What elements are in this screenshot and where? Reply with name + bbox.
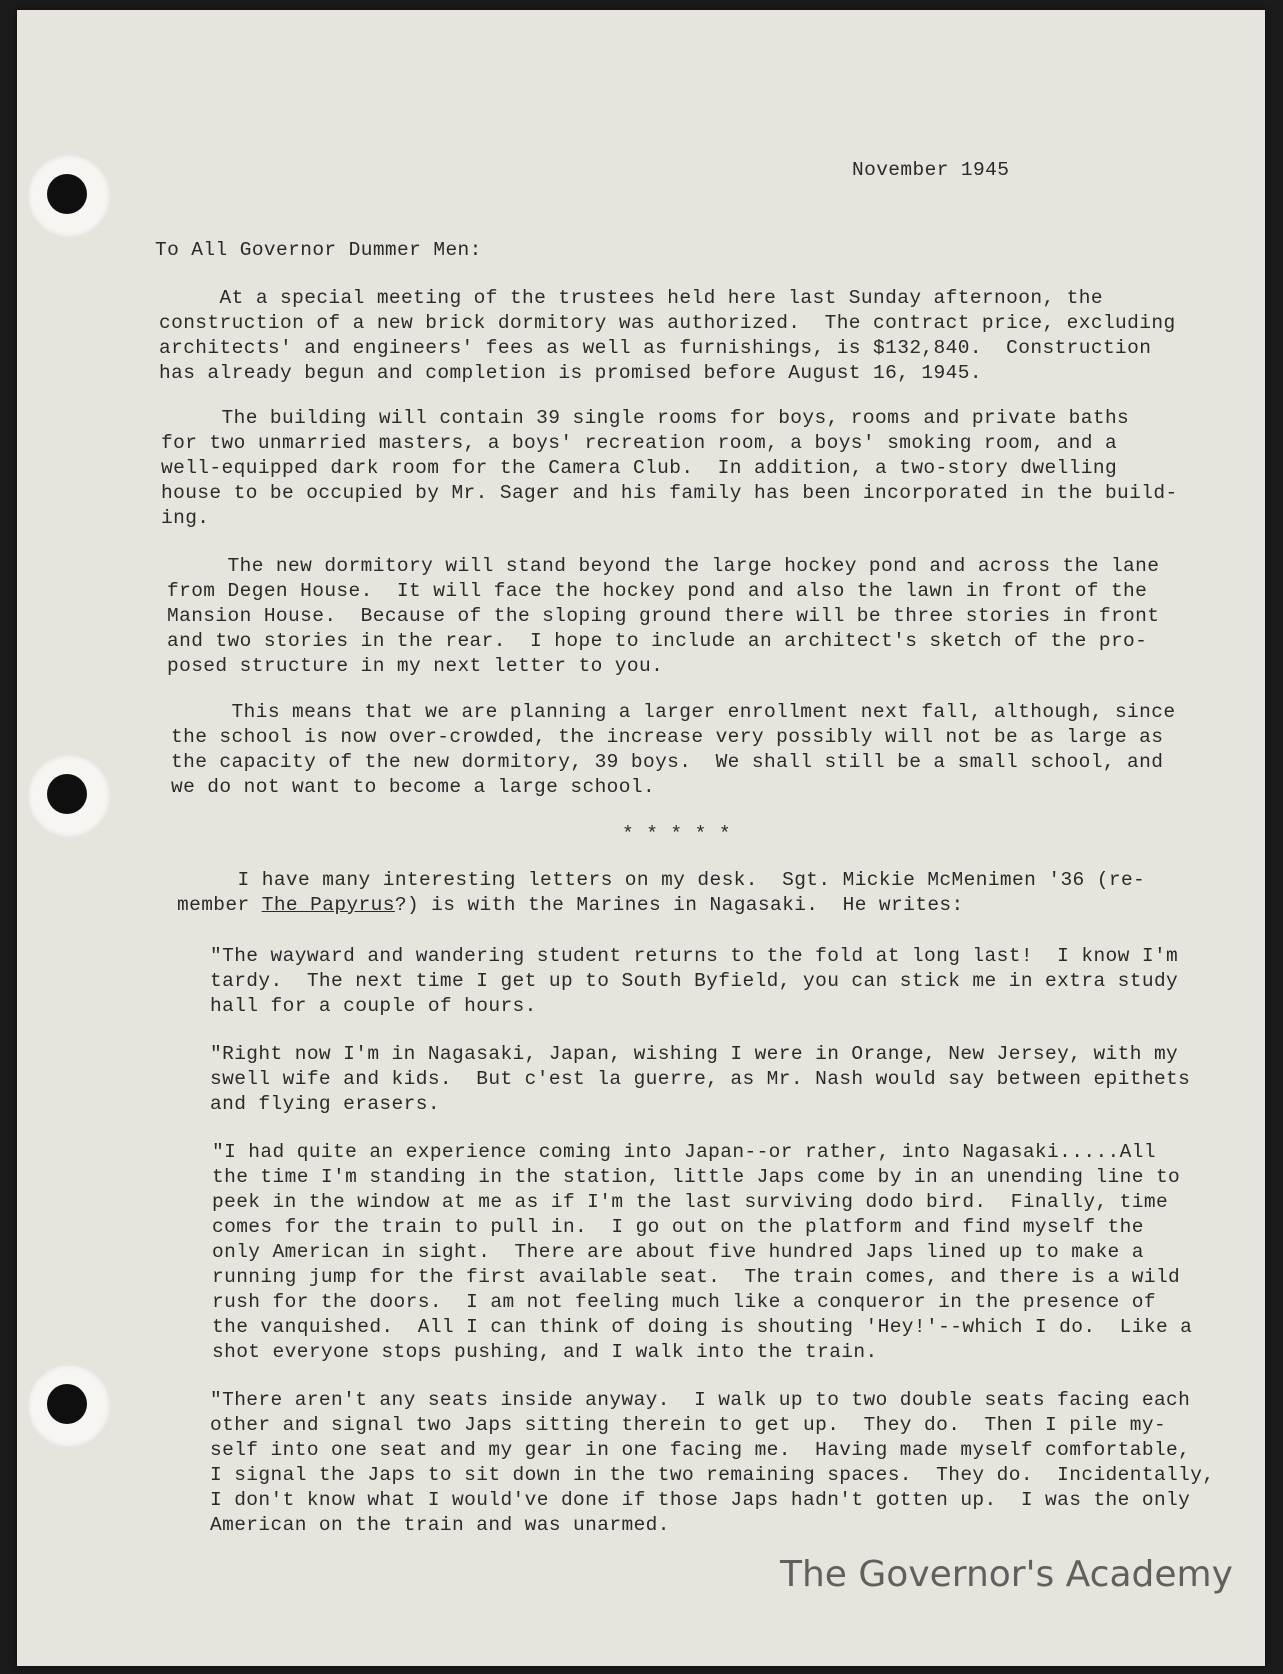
quote-train-station: "I had quite an experience coming into Japan--or rather, into Nagasaki.....All the time I'm standing in the station, little Japs come by in an unending line to peek in the window at me as if I'm the last surviving dodo bird. Finally, time comes for the train to pull in. I go out on the platform and find myself the only American in sight. There are about five hundred Japs lined up to make a running jump for the first available seat. The train comes, and there is a wild rush for the doors. I am not feeling much like a conqueror in the presence of the vanquished. All I can think of doing is shouting 'Hey!'--which I do. Like a shot everyone stops pushing, and I walk into the train. bbox=[212, 1141, 1193, 1363]
paragraph-building-contents: The building will contain 39 single rooms for boys, rooms and private baths for two unmarried masters, a boys' recreation room, a boys' smoking room, and a well-equipped dark room for the Camera Club. In addition, a two-story dwelling house to be occupied by Mr. Sager and his family has been incorporated in the build- ing. bbox=[161, 407, 1178, 529]
punch-hole-top bbox=[27, 154, 111, 238]
section-separator: * * * * * bbox=[622, 823, 731, 845]
intro-line-2-suffix: ?) is with the Marines in Nagasaki. He writes: bbox=[394, 894, 964, 916]
paragraph-dormitory-location: The new dormitory will stand beyond the large hockey pond and across the lane from Degen House. It will face the hockey pond and also the lawn in front of the Mansion House. Because of the sloping ground there will be three stories in front and two stories in the rear. I hope to include an architect's sketch of the pro- posed structure in my next letter to you. bbox=[167, 555, 1160, 677]
watermark-text: The Governor's Academy bbox=[780, 1554, 1233, 1595]
quote-wayward-student: "The wayward and wandering student returns to the fold at long last! I know I'm tardy. The next time I get up to South Byfield, you can stick me in extra study hall for a couple of hours. bbox=[210, 945, 1179, 1017]
intro-line-1: I have many interesting letters on my desk. Sgt. Mickie McMenimen '36 (re- bbox=[177, 869, 1146, 891]
letter-date: November 1945 bbox=[852, 159, 1010, 181]
quote-nagasaki: "Right now I'm in Nagasaki, Japan, wishing I were in Orange, New Jersey, with my swell wife and kids. But c'est la guerre, as Mr. Nash would say between epithets and flying erasers. bbox=[210, 1043, 1191, 1115]
paragraph-enrollment: This means that we are planning a larger enrollment next fall, although, since the school is now over-crowded, the increase very possibly will not be as large as the capacity of the new dormitory, 39 boys. We shall still be a small school, and we do not want to become a large school. bbox=[171, 701, 1176, 798]
paragraph-letters-intro bbox=[177, 868, 1145, 918]
paragraph-dormitory-authorized: At a special meeting of the trustees held here last Sunday afternoon, the construction of a new brick dormitory was authorized. The contract price, excluding architects' and engineers' fees as well as furnishings, is $132,840. Construction has already begun and completion is promised before August 16, 1945. bbox=[159, 287, 1176, 384]
punch-hole-bottom bbox=[27, 1364, 111, 1448]
quote-seats: "There aren't any seats inside anyway. I walk up to two double seats facing each other and signal two Japs sitting therein to get up. They do. Then I pile my- self into one seat and my gear in one facing me. Having made myself comfortable, I signal the Japs to sit down in the two remaining spaces. They do. Incidentally, I don't know what I would've done if those Japs hadn't gotten up. I was the only American on the train and was unarmed. bbox=[210, 1389, 1215, 1536]
punch-hole-middle bbox=[27, 754, 111, 838]
salutation: To All Governor Dummer Men: bbox=[155, 239, 482, 261]
papyrus-title: The Papyrus bbox=[261, 894, 395, 916]
intro-line-2-prefix: member bbox=[177, 894, 262, 916]
letter-page bbox=[17, 10, 1265, 1666]
